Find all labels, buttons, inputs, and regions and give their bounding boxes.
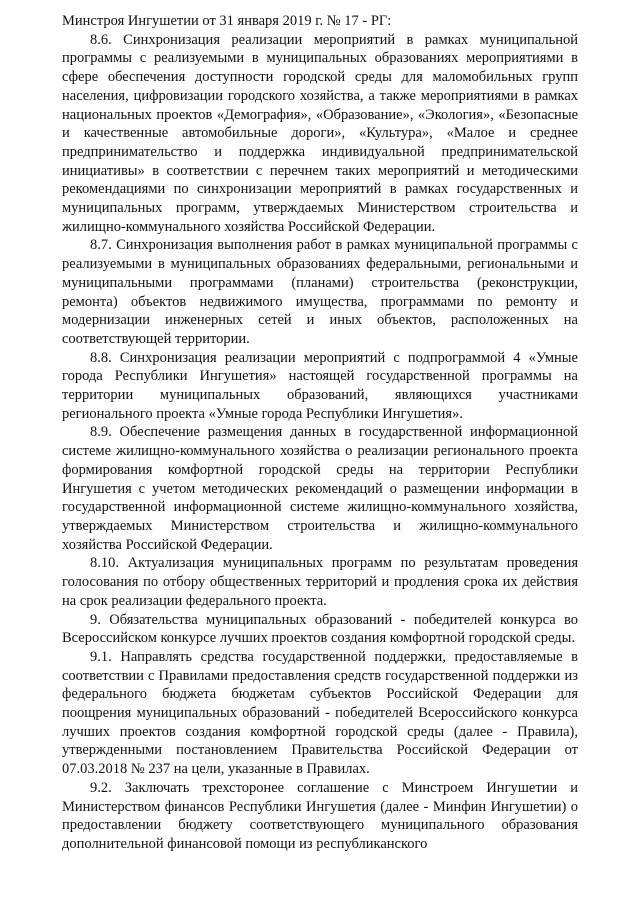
paragraph-8-6: 8.6. Синхронизация реализации мероприятий в рамках муниципальной программы с реализуемыми в муниципальных образованиях мероприятиями в сфере обеспечения доступности городской среды для маломобильных групп населения, цифровизации городского хозяйства, а также мероприятиями в рамках национальных проектов «Демография», «Образование», «Экология», «Безопасные и качественные автомобильные дороги», «Культура», «Малое и среднее предпринимательство и поддержка индивидуальной предпринимательской инициативы» в соответствии с перечнем таких мероприятий и методическими рекомендациями по синхронизации мероприятий в рамках государственных и муниципальных программ, утверждаемых Министерством строительства и жилищно-коммунального хозяйства Российской Федерации.: [62, 31, 578, 235]
document-header: Минстроя Ингушетии от 31 января 2019 г. № 17 - РГ:: [62, 13, 392, 29]
paragraph-9-1: 9.1. Направлять средства государственной поддержки, предоставляемые в соответствии с Правилами предоставления средств государственной поддержки из федерального бюджета бюджетам субъектов Российской Федерации для поощрения муниципальных образований - победителей Всероссийского конкурса лучших проектов создания комфортной городской среды (далее - Правила), утвержденными постановлением Правительства Российской Федерации от 07.03.2018 № 237 на цели, указанные в Правилах.: [62, 648, 578, 778]
paragraph-8-7: 8.7. Синхронизация выполнения работ в рамках муниципальной программы с реализуемыми в муниципальных образованиях федеральными, региональными и муниципальными программами (планами) строительства (реконструкции, ремонта) объектов недвижимого имущества, программами по ремонту и модернизации инженерных сетей и иных объектов, расположенных на соответствующей территории.: [62, 237, 578, 347]
document-page: [62, 12, 578, 854]
paragraph-9-2: 9.2. Заключать трехсторонее соглашение с Минстроем Ингушетии и Министерством финансов Республики Ингушетия (далее - Минфин Ингушетии) о предоставлении бюджету соответствующего муниципального образования дополнительной финансовой помощи из республиканского: [62, 779, 578, 852]
paragraph-9: 9. Обязательства муниципальных образований - победителей конкурса во Всероссийском конкурсе лучших проектов создания комфортной городской среды.: [62, 611, 578, 647]
paragraph-8-10: 8.10. Актуализация муниципальных программ по результатам проведения голосования по отбору общественных территорий и продления срока их действия на срок реализации федерального проекта.: [62, 555, 578, 609]
paragraph-8-8: 8.8. Синхронизация реализации мероприятий с подпрограммой 4 «Умные города Республики Ингушетия» настоящей государственной программы на территории муниципальных образований, являющихся участниками регионального проекта «Умные города Республики Ингушетия».: [62, 349, 578, 422]
paragraph-8-9: 8.9. Обеспечение размещения данных в государственной информационной системе жилищно-коммунального хозяйства о реализации регионального проекта формирования комфортной городской среды на территории Республики Ингушетия с учетом методических рекомендаций о размещении информации в государственной информационной системе жилищно-коммунального хозяйства, утверждаемых Министерством строительства и жилищно-коммунального хозяйства Российской Федерации.: [62, 424, 578, 553]
